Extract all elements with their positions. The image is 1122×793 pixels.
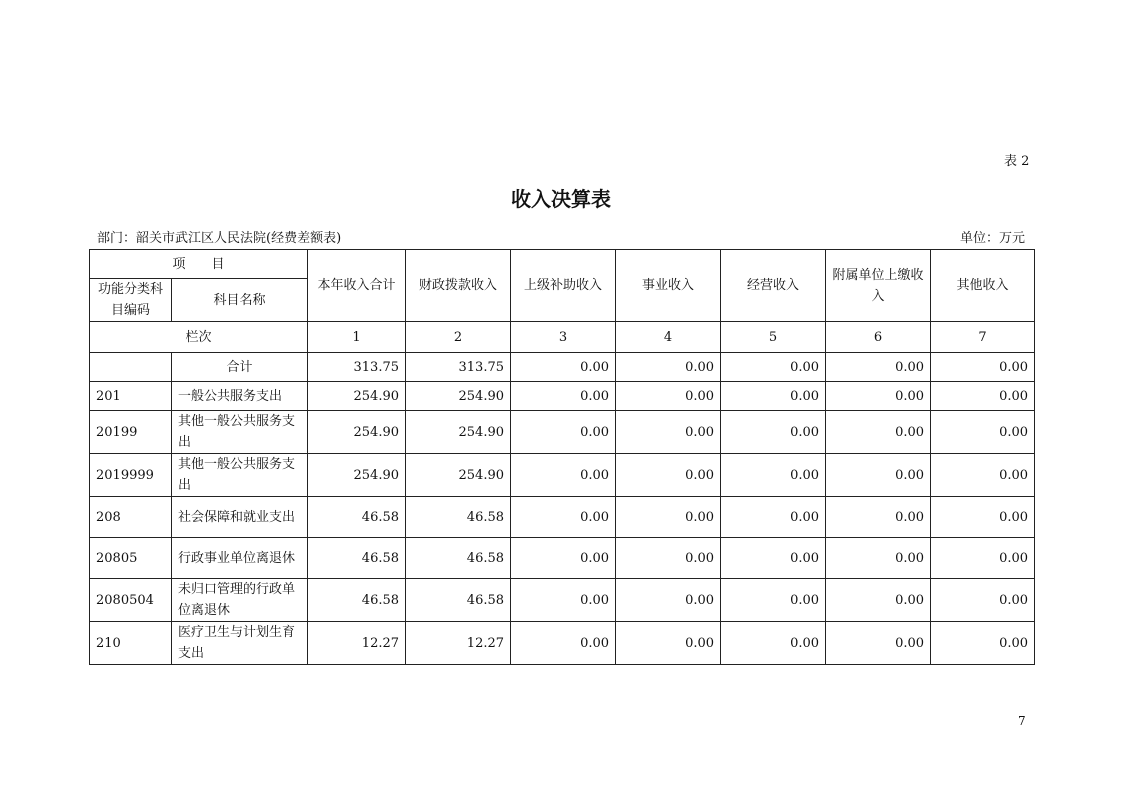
page-title: 收入决算表 xyxy=(511,187,611,211)
row-value: 0.00 xyxy=(616,353,721,382)
header-col-7: 其他收入 xyxy=(931,250,1035,322)
row-code: 2080504 xyxy=(90,579,172,622)
row-value: 0.00 xyxy=(826,497,931,538)
header-col-3: 上级补助收入 xyxy=(511,250,616,322)
row-name: 医疗卫生与计划生育支出 xyxy=(172,622,308,665)
row-name: 行政事业单位离退休 xyxy=(172,538,308,579)
row-value: 0.00 xyxy=(931,579,1035,622)
row-value: 46.58 xyxy=(308,538,406,579)
row-value: 12.27 xyxy=(308,622,406,665)
row-value: 0.00 xyxy=(616,538,721,579)
row-name: 一般公共服务支出 xyxy=(172,382,308,411)
row-code: 2019999 xyxy=(90,454,172,497)
department-label: 部门：韶关市武江区人民法院(经费差额表) xyxy=(97,231,342,246)
header-code: 功能分类科目编码 xyxy=(90,279,172,322)
row-value: 0.00 xyxy=(931,538,1035,579)
row-code xyxy=(90,353,172,382)
col-number: 3 xyxy=(511,322,616,353)
row-value: 0.00 xyxy=(616,454,721,497)
row-value: 0.00 xyxy=(721,538,826,579)
row-value: 254.90 xyxy=(308,454,406,497)
row-value: 0.00 xyxy=(721,411,826,454)
row-value: 313.75 xyxy=(308,353,406,382)
header-item: 项 目 xyxy=(90,250,308,279)
row-value: 0.00 xyxy=(616,579,721,622)
row-value: 46.58 xyxy=(406,538,511,579)
row-value: 0.00 xyxy=(616,382,721,411)
table-row xyxy=(90,538,1035,579)
table-row xyxy=(90,454,1035,497)
row-value: 0.00 xyxy=(826,382,931,411)
row-value: 0.00 xyxy=(511,538,616,579)
table-row xyxy=(90,579,1035,622)
table-number: 表 2 xyxy=(1004,154,1030,169)
row-value: 12.27 xyxy=(406,622,511,665)
row-value: 254.90 xyxy=(308,382,406,411)
row-value: 0.00 xyxy=(826,353,931,382)
row-value: 0.00 xyxy=(721,622,826,665)
row-value: 46.58 xyxy=(308,497,406,538)
unit-label: 单位：万元 xyxy=(960,231,1026,246)
row-value: 0.00 xyxy=(826,579,931,622)
col-number: 4 xyxy=(616,322,721,353)
row-value: 0.00 xyxy=(616,497,721,538)
row-value: 0.00 xyxy=(721,353,826,382)
table-row xyxy=(90,411,1035,454)
row-value: 0.00 xyxy=(721,579,826,622)
income-table xyxy=(89,249,1035,665)
row-value: 0.00 xyxy=(826,538,931,579)
col-number: 5 xyxy=(721,322,826,353)
header-col-5: 经营收入 xyxy=(721,250,826,322)
row-value: 0.00 xyxy=(511,382,616,411)
table-row xyxy=(90,497,1035,538)
header-col-1: 本年收入合计 xyxy=(308,250,406,322)
col-number: 6 xyxy=(826,322,931,353)
row-value: 254.90 xyxy=(308,411,406,454)
row-value: 46.58 xyxy=(406,497,511,538)
table-row xyxy=(90,353,1035,382)
row-code: 208 xyxy=(90,497,172,538)
row-value: 0.00 xyxy=(931,454,1035,497)
header-col-2: 财政拨款收入 xyxy=(406,250,511,322)
row-value: 254.90 xyxy=(406,411,511,454)
row-code: 201 xyxy=(90,382,172,411)
page-number: 7 xyxy=(1018,714,1026,728)
row-value: 0.00 xyxy=(931,622,1035,665)
row-value: 0.00 xyxy=(721,454,826,497)
row-name: 合计 xyxy=(172,353,308,382)
row-value: 0.00 xyxy=(931,353,1035,382)
row-value: 0.00 xyxy=(511,622,616,665)
col-number: 2 xyxy=(406,322,511,353)
row-name: 其他一般公共服务支出 xyxy=(172,411,308,454)
row-value: 254.90 xyxy=(406,382,511,411)
table-row xyxy=(90,382,1035,411)
row-value: 0.00 xyxy=(511,454,616,497)
header-col-6: 附属单位上缴收入 xyxy=(826,250,931,322)
row-value: 0.00 xyxy=(931,497,1035,538)
table-row xyxy=(90,622,1035,665)
row-value: 0.00 xyxy=(826,454,931,497)
row-value: 0.00 xyxy=(826,411,931,454)
lanci-label: 栏次 xyxy=(90,322,308,353)
row-code: 20805 xyxy=(90,538,172,579)
row-value: 0.00 xyxy=(511,497,616,538)
row-value: 0.00 xyxy=(826,622,931,665)
row-name: 未归口管理的行政单位离退休 xyxy=(172,579,308,622)
col-number: 7 xyxy=(931,322,1035,353)
row-value: 0.00 xyxy=(721,382,826,411)
row-value: 0.00 xyxy=(931,411,1035,454)
header-name: 科目名称 xyxy=(172,279,308,322)
row-value: 0.00 xyxy=(511,579,616,622)
row-value: 0.00 xyxy=(931,382,1035,411)
row-value: 0.00 xyxy=(616,622,721,665)
row-name: 其他一般公共服务支出 xyxy=(172,454,308,497)
row-value: 313.75 xyxy=(406,353,511,382)
row-value: 0.00 xyxy=(616,411,721,454)
row-value: 46.58 xyxy=(308,579,406,622)
row-value: 0.00 xyxy=(721,497,826,538)
row-code: 210 xyxy=(90,622,172,665)
header-col-4: 事业收入 xyxy=(616,250,721,322)
row-value: 0.00 xyxy=(511,353,616,382)
col-number: 1 xyxy=(308,322,406,353)
row-code: 20199 xyxy=(90,411,172,454)
row-value: 254.90 xyxy=(406,454,511,497)
row-value: 46.58 xyxy=(406,579,511,622)
row-value: 0.00 xyxy=(511,411,616,454)
row-name: 社会保障和就业支出 xyxy=(172,497,308,538)
